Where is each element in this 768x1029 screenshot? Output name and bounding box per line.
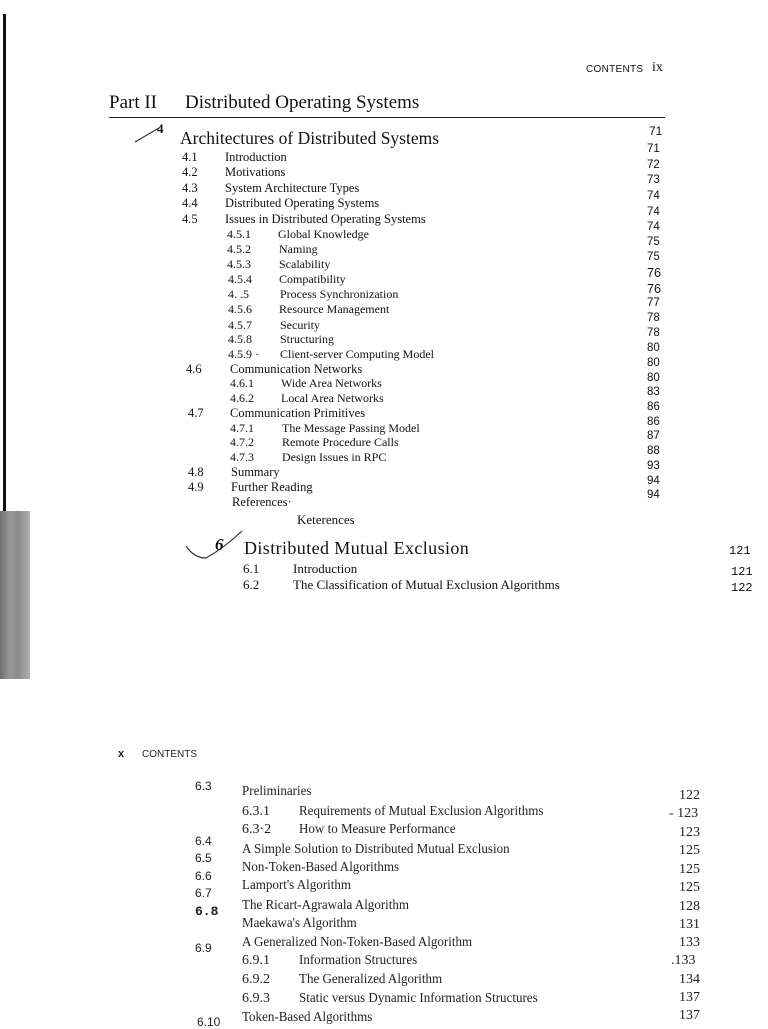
toc-entry-page: 77	[647, 297, 660, 309]
toc-entry-title: Remote Procedure Calls	[282, 435, 399, 449]
toc-entry-number: 4.5.3	[227, 257, 251, 271]
toc-entry-title: Client-server Computing Model	[280, 347, 434, 361]
toc-entry-number: 4.6	[186, 362, 202, 376]
chapter-4-number: 4	[157, 121, 164, 136]
toc-entry-page: 133	[679, 935, 700, 950]
section-number: 6.3	[195, 779, 212, 793]
toc-entry-number: 4.7.3	[230, 450, 254, 464]
toc-entry-number: 6.9.2	[242, 972, 270, 987]
toc-entry-title: Lamport's Algorithm	[242, 878, 352, 893]
chapter-4-page: 71	[649, 124, 663, 138]
toc-entry-title: Resource Management	[279, 302, 390, 316]
toc-entry-page: 76	[647, 282, 661, 296]
toc-entry-page: 137	[679, 1008, 700, 1023]
scan-shadow-strip	[0, 511, 30, 679]
toc-entry-page: 72	[647, 159, 660, 171]
toc-entry-page: 80	[647, 342, 660, 354]
toc-entry-page: 74	[647, 221, 660, 233]
toc-entry-number: 4.3	[182, 181, 198, 195]
toc-entry-title: Process Synchronization	[280, 287, 399, 301]
toc-entry-page: 125	[679, 862, 700, 877]
section-number: 6.9	[195, 941, 212, 955]
toc-entry-title: Distributed Operating Systems	[225, 196, 380, 210]
toc-entry-title: Motivations	[225, 165, 286, 179]
toc-entry-number: 4.2	[182, 165, 198, 179]
toc-entry-title: Global Knowledge	[278, 227, 369, 241]
section-number: 6.5	[195, 851, 212, 865]
chapter-6-title: Distributed Mutual Exclusion	[244, 538, 470, 558]
toc-entry-page: 76	[647, 266, 661, 280]
toc-entry-page: 75	[647, 251, 660, 263]
toc-entry-page: 71	[647, 143, 660, 155]
section-number: 6.7	[195, 886, 212, 900]
toc-entry-title: Further Reading	[231, 480, 313, 494]
toc-entry-page: 78	[647, 312, 660, 324]
toc-entry-title: Summary	[231, 465, 280, 479]
chapter-6-number: 6	[215, 535, 224, 554]
toc-entry-page: 73	[647, 174, 660, 186]
toc-entry-title: Information Structures	[299, 953, 418, 968]
toc-entry-number: 4.8	[188, 465, 204, 479]
toc-entry-number: 6.9.1	[242, 953, 270, 968]
toc-entry-title: Local Area Networks	[281, 391, 384, 405]
toc-entry-number: 4.4	[182, 196, 198, 210]
toc-entry-page: 93	[647, 460, 660, 472]
toc-entry-title: Introduction	[293, 561, 358, 576]
toc-entry-page: 122	[731, 581, 753, 595]
part-label: Part II	[109, 92, 158, 113]
toc-entry-page: 125	[679, 843, 700, 858]
toc-entry-page: 125	[679, 880, 700, 895]
toc-entry-title: The Message Passing Model	[282, 421, 420, 435]
toc-entry-title: References·	[232, 495, 292, 509]
running-header-label: CONTENTS	[586, 64, 644, 75]
toc-entry-title: The Classification of Mutual Exclusion Algorithms	[293, 577, 560, 592]
chapter-4-title: Architectures of Distributed Systems	[180, 128, 440, 148]
toc-entry-number: 4.5.2	[227, 242, 251, 256]
section-number: 6.6	[195, 869, 212, 883]
toc-entry-page: 131	[679, 917, 700, 932]
toc-entry-title: Static versus Dynamic Information Structures	[299, 991, 538, 1006]
toc-entry-page: 134	[679, 972, 700, 987]
toc-entry-page: 121	[731, 565, 753, 579]
toc-entry-title: Security	[280, 318, 320, 332]
toc-entry-number: 6.3·2	[242, 822, 272, 837]
page-2-number: x	[118, 748, 125, 760]
toc-entry-number: 4.6.2	[230, 391, 254, 405]
toc-entry-page: - 123	[669, 806, 699, 821]
toc-entry-number: 4.7.1	[230, 421, 254, 435]
toc-entry-page: 123	[679, 825, 700, 840]
page-2-header-label: CONTENTS	[142, 749, 197, 760]
toc-entry-title: Design Issues in RPC	[282, 450, 387, 464]
toc-entry-page: 78	[647, 327, 660, 339]
toc-entry-title: Structuring	[280, 332, 334, 346]
toc-entry-title: System Architecture Types	[225, 181, 360, 195]
toc-entry-title: Scalability	[279, 257, 331, 271]
toc-entry-page: .133	[671, 953, 696, 968]
toc-entry-number: 6.3.1	[242, 804, 270, 819]
toc-entry-page: 75	[647, 236, 660, 248]
toc-entry-number: 4.9	[188, 480, 204, 494]
running-header-page: ix	[652, 60, 663, 75]
toc-entry-page: 122	[679, 788, 700, 803]
toc-entry-title: Token-Based Algorithms	[242, 1010, 373, 1025]
toc-entry-title: The Generalized Algorithm	[299, 972, 443, 987]
toc-entry-page: 83	[647, 386, 660, 398]
toc-entry-title: Requirements of Mutual Exclusion Algorithms	[299, 804, 544, 819]
toc-entry-page: 88	[647, 445, 660, 457]
toc-entry-page: 86	[647, 401, 660, 413]
toc-entry-title: A Generalized Non-Token-Based Algorithm	[242, 935, 473, 950]
toc-entry-number: 4.5.1	[227, 227, 251, 241]
toc-entry-title: Maekawa's Algorithm	[242, 916, 357, 931]
toc-entry-title: Wide Area Networks	[281, 376, 382, 390]
part-rule	[109, 117, 665, 118]
toc-entry-title: Preliminaries	[242, 784, 312, 799]
toc-entry-title: How to Measure Performance	[299, 822, 456, 837]
scan-edge-bar	[3, 14, 6, 514]
toc-entry-title: A Simple Solution to Distributed Mutual Exclusion	[242, 842, 510, 857]
toc-entry-number: 6.2	[243, 577, 260, 592]
toc-entry-title: Communication Primitives	[230, 406, 366, 420]
toc-entry-number: 4.5.8	[228, 332, 252, 346]
toc-entry-number: 4.1	[182, 150, 198, 164]
toc-entry-page: 137	[679, 990, 700, 1005]
toc-entry-number: 4.5.4	[228, 272, 252, 286]
stray-text: Keterences	[297, 512, 355, 527]
toc-entry-number: 4.6.1	[230, 376, 254, 390]
toc-entry-title: Naming	[279, 242, 318, 256]
section-number: 6.10	[197, 1015, 221, 1029]
toc-entry-number: 4. .5	[228, 287, 249, 301]
section-number: 6.8	[195, 904, 219, 919]
toc-entry-number: 6.9.3	[242, 991, 270, 1006]
toc-entry-title: The Ricart-Agrawala Algorithm	[242, 898, 410, 913]
toc-entry-number: 4.5.6	[228, 302, 252, 316]
toc-entry-title: Issues in Distributed Operating Systems	[225, 212, 426, 226]
toc-entry-page: 128	[679, 899, 700, 914]
toc-entry-title: Compatibility	[279, 272, 346, 286]
toc-entry-number: 4.5.9 ·	[228, 347, 259, 361]
toc-entry-number: 4.7	[188, 406, 204, 420]
toc-entry-page: 87	[647, 430, 660, 442]
toc-entry-page: 80	[647, 357, 660, 369]
toc-entry-title: Introduction	[225, 150, 287, 164]
toc-entry-page: 94	[647, 489, 660, 501]
toc-entry-title: Non-Token-Based Algorithms	[242, 860, 400, 875]
section-number: 6.4	[195, 834, 212, 848]
toc-entry-number: 4.5.7	[228, 318, 252, 332]
part-title: Distributed Operating Systems	[185, 92, 420, 113]
toc-entry-number: 4.5	[182, 212, 198, 226]
toc-entry-page: 86	[647, 416, 660, 428]
chapter-6-page: 121	[729, 544, 751, 558]
toc-entry-title: Communication Networks	[230, 362, 363, 376]
toc-entry-page: 80	[647, 372, 660, 384]
toc-entry-page: 74	[647, 190, 660, 202]
toc-entry-page: 94	[647, 475, 660, 487]
toc-entry-number: 6.1	[243, 561, 260, 576]
toc-entry-number: 4.7.2	[230, 435, 254, 449]
toc-entry-page: 74	[647, 206, 660, 218]
